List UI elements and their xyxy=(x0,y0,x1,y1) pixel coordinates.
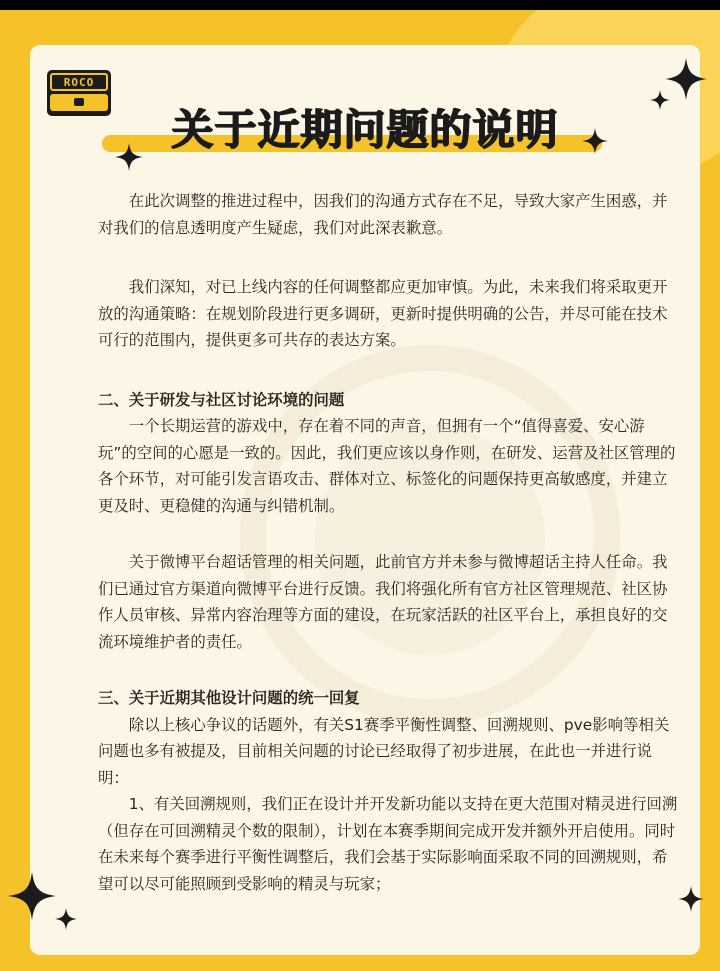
paragraph-apology: 在此次调整的推进过程中，因我们的沟通方式存在不足，导致大家产生困惑，并对我们的信息透明度产生疑虑，我们对此深表歉意。 xyxy=(98,192,668,237)
sparkle-star-icon xyxy=(678,886,704,912)
notice-sheet xyxy=(30,45,700,955)
sparkle-star-icon xyxy=(115,143,143,171)
paragraph-weibo: 关于微博平台超话管理的相关问题，此前官方并未参与微博超话主持人任命。我们已通过官方渠道向微博平台进行反馈。我们将强化所有官方社区管理规范、社区协作人员审核、异常内容治理等方面的建设，在玩家活跃的社区平台上，承担良好的交流环境维护者的责任。 xyxy=(98,553,668,651)
sparkle-star-small-icon xyxy=(650,90,670,110)
paragraph-community: 一个长期运营的游戏中，存在着不同的声音，但拥有一个“值得喜爱、安心游玩”的空间的心愿是一致的。因此，我们更应该以身作则，在研发、运营及社区管理的各个环节，对可能引发言语攻击、群体对立、标签化的问题保持更高敏感度，并建立更及时、更稳健的沟通与纠错机制。 xyxy=(98,417,676,515)
page-title: 关于近期问题的说明 xyxy=(171,105,559,154)
section-heading-3: 三、关于近期其他设计问题的统一回复 xyxy=(98,689,360,707)
yellow-frame xyxy=(0,10,720,971)
paragraph-other-issues: 除以上核心争议的话题外，有关S1赛季平衡性调整、回溯规则、pve影响等相关问题也多有被提及，目前相关问题的讨论已经取得了初步进展，在此也一并进行说明： xyxy=(98,715,670,787)
paragraph-rollback-rules: 1、有关回溯规则，我们正在设计并开发新功能以支持在更大范围对精灵进行回溯（但存在可回溯精灵个数的限制），计划在本赛季期间完成开发并额外开启使用。同时在未来每个赛季进行平衡性调整后，我们会基于实际影响面采取不同的回溯规则，希望可以尽可能照顾到受影响的精灵与玩家； xyxy=(98,795,678,893)
section-heading-2: 二、关于研发与社区讨论环境的问题 xyxy=(98,390,345,409)
paragraph-communication: 我们深知，对已上线内容的任何调整都应更加审慎。为此，未来我们将采取更开放的沟通策略：在规划阶段进行更多调研，更新时提供明确的公告，并尽可能在技术可行的范围内，提供更多可共存的表达方案。 xyxy=(98,278,668,349)
sparkle-star-icon xyxy=(582,128,608,154)
sparkle-star-icon xyxy=(8,872,56,920)
notice-body xyxy=(98,188,678,897)
sparkle-star-icon xyxy=(665,58,707,100)
logo-text: ROCO xyxy=(50,73,108,91)
sparkle-star-small-icon xyxy=(55,908,77,930)
